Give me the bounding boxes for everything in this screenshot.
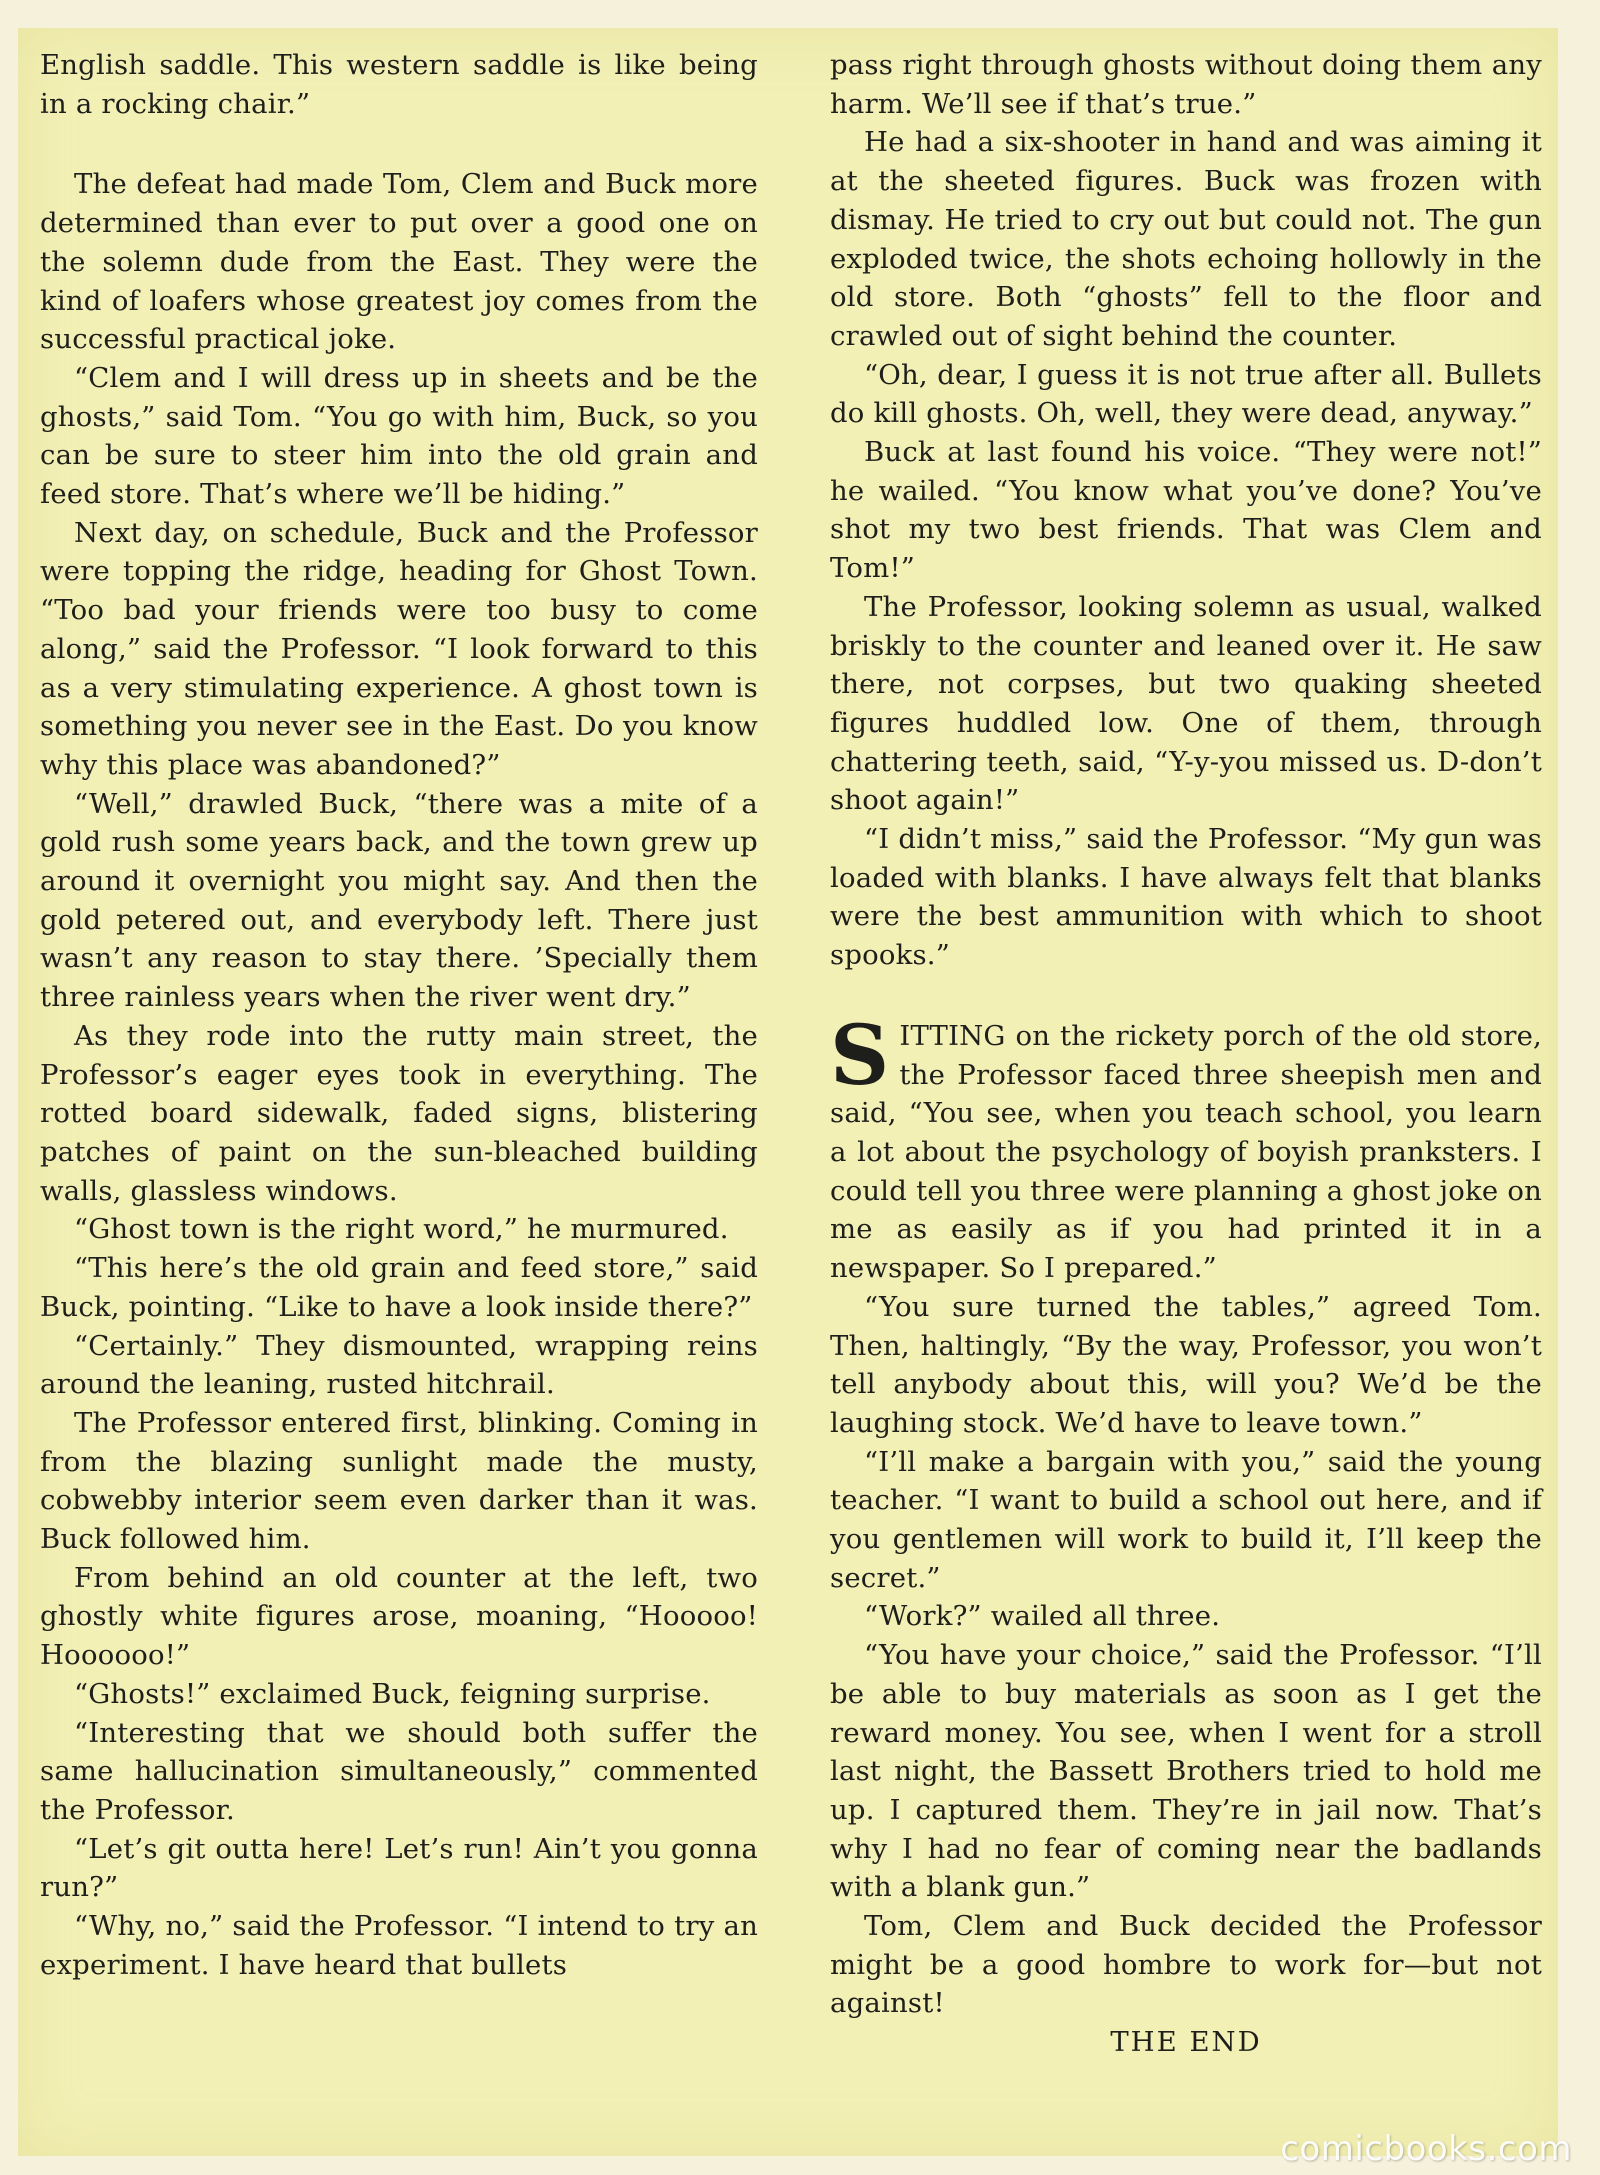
story-paragraph: “You have your choice,” said the Professor. “I’ll be able to buy materials as soon as I get the reward money. You see, when I went for a stroll last night, the Bassett Brothers tried to hold me up. I captured them. They’re in jail now. That’s why I had no fear of coming near the badlands with a blank gun.” bbox=[830, 1639, 1542, 1904]
story-paragraph: “You sure turned the tables,” agreed Tom. Then, haltingly, “By the way, Professor, you won’t tell anybody about this, will you? We’d be the laughing stock. We’d have to leave town.” bbox=[830, 1290, 1542, 1439]
story-page bbox=[18, 28, 1558, 2156]
story-paragraph: “Ghost town is the right word,” he murmured. bbox=[74, 1213, 729, 1246]
story-paragraph: “Interesting that we should both suffer the same hallucination simultaneously,” commented the Professor. bbox=[40, 1716, 758, 1826]
story-paragraph: As they rode into the rutty main street, the Professor’s eager eyes took in everything. The rotted board sidewalk, faded signs, blistering patches of paint on the sun-bleached building walls, glassless windows. bbox=[40, 1019, 758, 1207]
dropcap-paragraph-text: ITTING on the rickety porch of the old store, the Professor faced three sheepish men and said, “You see, when you teach school, you learn a lot about the psychology of boyish pranksters. I could tell you three were planning a ghost joke on me as easily as if you had printed it in a newspaper. So I prepared.” bbox=[830, 1019, 1542, 1285]
story-paragraph: From behind an old counter at the left, two ghostly white figures arose, moaning, “Hooooo! Hoooooo!” bbox=[40, 1561, 758, 1672]
story-paragraph: The defeat had made Tom, Clem and Buck more determined than ever to put over a good one on the solemn dude from the East. They were the kind of loafers whose greatest joy comes from the successful practical joke. bbox=[40, 168, 758, 356]
story-paragraph: “Why, no,” said the Professor. “I intend to try an experiment. I have heard that bullets bbox=[40, 1910, 758, 1981]
story-paragraph: “Work?” wailed all three. bbox=[864, 1600, 1221, 1633]
story-paragraph: The Professor, looking solemn as usual, walked briskly to the counter and leaned over it. He saw there, not corpses, but two quaking sheeted figures huddled low. One of them, through chattering teeth, said, “Y-y-you missed us. D-don’t shoot again!” bbox=[830, 590, 1542, 817]
story-paragraph: “I didn’t miss,” said the Professor. “My gun was loaded with blanks. I have always felt that blanks were the best ammunition with which to shoot spooks.” bbox=[830, 823, 1542, 972]
left-text-column bbox=[40, 46, 758, 1984]
watermark: comicbooks.com bbox=[1280, 2129, 1572, 2169]
story-paragraph: Buck at last found his voice. “They were not!” he wailed. “You know what you’ve done? You’ve shot my two best friends. That was Clem and Tom!” bbox=[830, 436, 1542, 585]
story-paragraph: “I’ll make a bargain with you,” said the young teacher. “I want to build a school out here, and if you gentlemen will work to build it, I’ll keep the secret.” bbox=[830, 1445, 1542, 1594]
story-paragraph: “This here’s the old grain and feed store,” said Buck, pointing. “Like to have a look inside there?” bbox=[40, 1252, 758, 1323]
dropcap-paragraph bbox=[830, 1007, 1542, 1288]
story-paragraph: “Oh, dear, I guess it is not true after all. Bullets do kill ghosts. Oh, well, they were dead, anyway.” bbox=[830, 358, 1542, 430]
story-paragraph: “Certainly.” They dismounted, wrapping reins around the leaning, rusted hitchrail. bbox=[40, 1329, 758, 1401]
story-paragraph: Tom, Clem and Buck decided the Professor might be a good hombre to work for—but not against! bbox=[830, 1910, 1542, 2020]
drop-cap-letter: S bbox=[830, 1007, 890, 1104]
story-paragraph: “Clem and I will dress up in sheets and be the ghosts,” said Tom. “You go with him, Buck, so you can be sure to steer him into the old grain and feed store. That’s where we’ll be hiding.” bbox=[40, 361, 758, 511]
story-paragraph: “Well,” drawled Buck, “there was a mite of a gold rush some years back, and the town grew up around it overnight you might say. And then the gold petered out, and everybody left. There just wasn’t any reason to stay there. ’Specially them three rainless years when the river went dry.” bbox=[40, 787, 758, 1014]
story-paragraph: The Professor entered first, blinking. Coming in from the blazing sunlight made the musty, cobwebby interior seem even darker than it was. Buck followed him. bbox=[40, 1406, 758, 1556]
story-paragraph: pass right through ghosts without doing them any harm. We’ll see if that’s true.” bbox=[830, 49, 1542, 120]
story-paragraph: Next day, on schedule, Buck and the Professor were topping the ridge, heading for Ghost Town. “Too bad your friends were too busy to come along,” said the Professor. “I look forward to this as a very stimulating experience. A ghost town is something you never see in the East. Do you know why this place was abandoned?” bbox=[40, 516, 758, 781]
right-text-column bbox=[830, 46, 1542, 2062]
the-end-label: THE END bbox=[1110, 2026, 1262, 2059]
story-paragraph: “Ghosts!” exclaimed Buck, feigning surprise. bbox=[74, 1677, 711, 1710]
story-paragraph: English saddle. This western saddle is like being in a rocking chair.” bbox=[40, 49, 758, 120]
story-paragraph: He had a six-shooter in hand and was aiming it at the sheeted figures. Buck was frozen with dismay. He tried to cry out but could not. The gun exploded twice, the shots echoing hollowly in the old store. Both “ghosts” fell to the floor and crawled out of sight behind the counter. bbox=[830, 126, 1542, 352]
story-paragraph: “Let’s git outta here! Let’s run! Ain’t you gonna run?” bbox=[40, 1832, 758, 1904]
